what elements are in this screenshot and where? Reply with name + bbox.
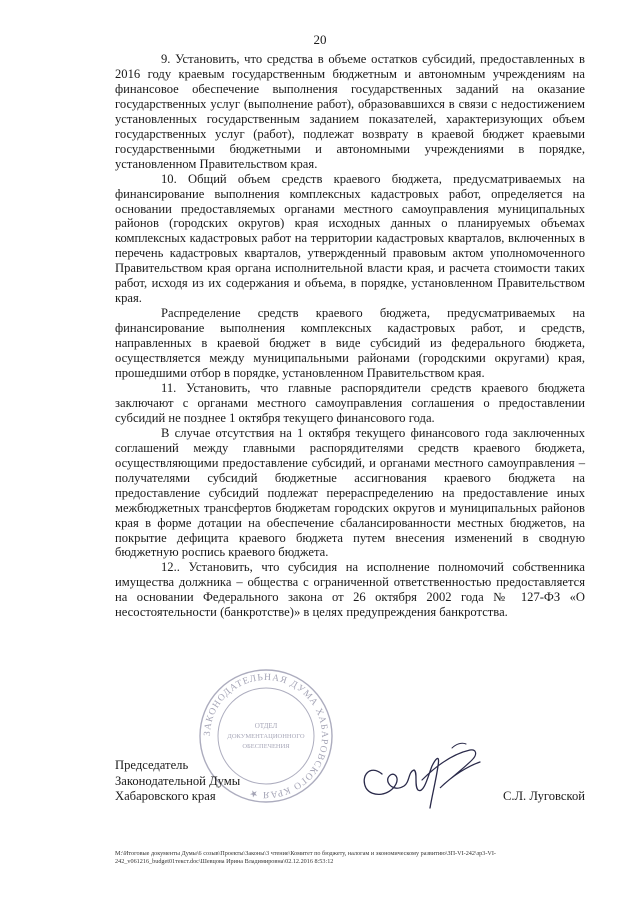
paragraph-10: 10. Общий объем средств краевого бюджета, предусматриваемых на финансирование выполнения комплексных кадастровых работ, определяется на основании предоставляемых органами местного самоуправления муниципальных районов (городских округов) края исходных данных о планируемых объемах комплексных кадастровых работ на территории кадастровых кварталов, включенных в перечень кадастровых кварталов, утвержденный правовым актом уполномоченного Правительством края органа исполнительной власти края, и расчета стоимости таких работ, исходя из их содержания и объема, в порядке, установленном Правительством края.: [115, 171, 585, 306]
signatory-title-line1: Председатель: [115, 758, 189, 772]
paragraph-11-absence: В случае отсутствия на 1 октября текущего финансового года заключенных соглашений между главными распорядителями средств краевого бюджета, осуществляющими предоставление субсидий, и органами местного самоуправления – получателями субсидий бюджетные ассигнования краевого бюджета на предоставление субсидий подлежат перераспределению на предоставление иных межбюджетных трансфертов бюджетам городских округов и муниципальных районов края в форме дотации на обеспечение сбалансированности местных бюджетов, на покрытие дефицита краевого бюджета путем внесения изменений в сводную бюджетную роспись краевого бюджета.: [115, 425, 585, 560]
paragraph-10-distribution: Распределение средств краевого бюджета, предусматриваемых на финансирование выполнения комплексных кадастровых работ, и средств, направленных в краевой бюджет в виде субсидий из федерального бюджета, осуществляется между муниципальными районами (городскими округами) края, прошедшими отбор в порядке, установленном Правительством края.: [115, 306, 585, 381]
signatory-title-line2: Законодательной Думы: [115, 773, 241, 788]
signatory-title: [115, 758, 240, 805]
signatory-name: С.Л. Луговской: [502, 789, 585, 803]
signatory-title-line3: Хабаровского края: [115, 789, 216, 803]
paragraph-11: 11. Установить, что главные распорядители средств краевого бюджета заключают с органами местного самоуправления соглашения о предоставлении субсидий не позднее 1 октября текущего финансового года.: [115, 380, 585, 425]
svg-text:ЗАКОНОДАТЕЛЬНАЯ ДУМА ХАБАРОВСК: ЗАКОНОДАТЕЛЬНАЯ ДУМА ХАБАРОВСКОГО КРАЯ ★: [202, 672, 330, 800]
paragraph-9: 9. Установить, что средства в объеме остатков субсидий, предоставленных в 2016 году краевым государственным бюджетным и автономным учреждениям на финансовое обеспечение выполнения государственных заданий на оказание государственных услуг (выполнение работ), образовавшихся в связи с недостижением установленных государственным заданием показателей, характеризующих объем государственных услуг (работ), подлежат возврату в краевой бюджет краевыми государственными бюджетными и автономными учреждениями в порядке, установленном Правительством края.: [115, 52, 585, 171]
file-path-footer: М:\Итоговые документы Думы\6 созыв\Проекты\Законы\3 чтение\Комитет по бюджету, налогам и экономическому развитию\ЗП-VI-242\зр3-VI-242_v061216_budget01текст.doc\Шевцова Ирина Владимировна\02.12.2016 8:53:12: [115, 850, 496, 865]
svg-text:ОТДЕЛ: ОТДЕЛ: [254, 722, 278, 730]
paragraph-12: 12.. Установить, что субсидия на исполнение полномочий собственника имущества должника – общества с ограниченной ответственностью предоставляется на основании Федерального закона от 26 октября 2002 года № 127-ФЗ «О несостоятельности (банкротстве)» в целях предупреждения банкротства.: [115, 560, 585, 620]
page-number: 20: [313, 32, 327, 47]
svg-text:ДОКУМЕНТАЦИОННОГО: ДОКУМЕНТАЦИОННОГО: [227, 733, 305, 740]
handwritten-signature: [352, 736, 492, 816]
document-body: [115, 52, 585, 620]
svg-text:ОБЕСПЕЧЕНИЯ: ОБЕСПЕЧЕНИЯ: [242, 743, 290, 750]
